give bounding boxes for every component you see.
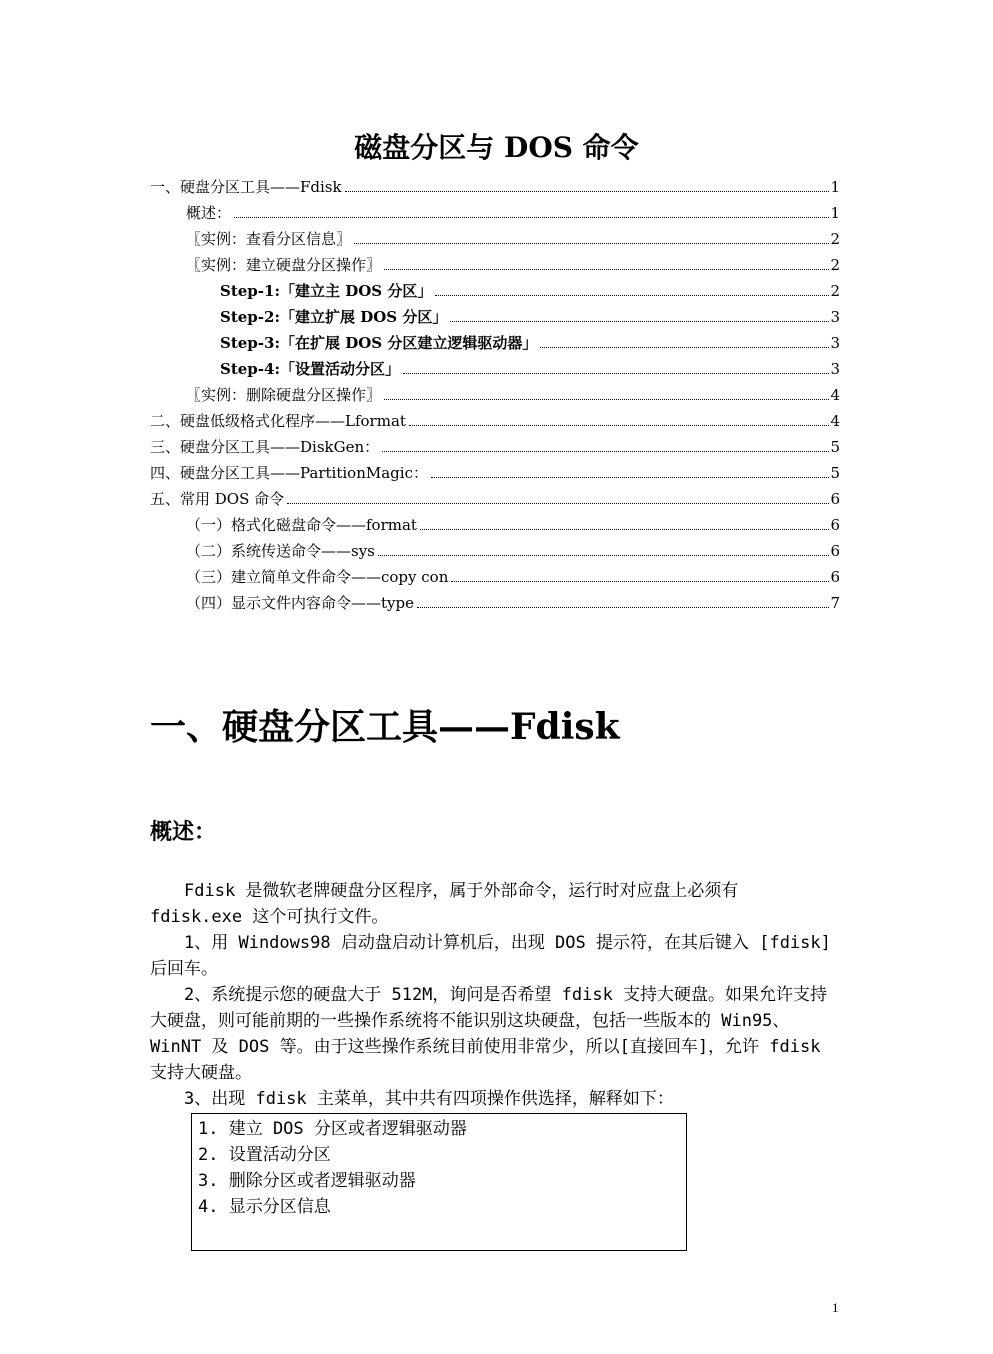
menu-item: 1. 建立 DOS 分区或者逻辑驱动器 [198,1119,467,1139]
toc-entry-text: 〖实例：查看分区信息〗 [186,230,352,248]
toc-entry[interactable] [150,252,840,278]
fdisk-menu-box [191,1113,687,1251]
toc-entry-page: 4 [830,412,840,430]
paragraph: 3、出现 fdisk 主菜单，其中共有四项操作供选择，解释如下： [184,1089,674,1109]
toc-entry-page: 2 [830,282,840,300]
toc-dot-leader [431,477,829,478]
toc-entry-text: （一）格式化磁盘命令——format [186,516,417,534]
toc-entry-page: 6 [830,490,840,508]
toc-entry-page: 3 [830,360,840,378]
toc-dot-leader [420,529,830,530]
toc-entry-page: 5 [830,464,840,482]
toc-entry[interactable] [150,590,840,616]
page-number: 1 [832,1300,839,1315]
section-heading: 一、硬盘分区工具——Fdisk [150,706,620,748]
toc-entry-text: 二、硬盘低级格式化程序——Lformat [150,412,406,430]
sub-heading: 概述： [150,820,217,845]
toc-entry-text: 〖实例：删除硬盘分区操作〗 [186,386,382,404]
paragraph: 1、用 Windows98 启动盘启动计算机后，出现 DOS 提示符，在其后键入 [fdisk]后回车。 [150,933,831,979]
toc-entry-page: 6 [830,568,840,586]
toc-entry[interactable] [150,278,840,304]
toc-dot-leader [345,191,830,192]
toc-entry-page: 6 [830,516,840,534]
toc-entry-text: 概述： [186,204,232,222]
menu-item: 4. 显示分区信息 [198,1197,331,1217]
toc-entry[interactable] [150,408,840,434]
toc-entry-text: Step-2:「建立扩展 DOS 分区」 [220,308,448,326]
toc-entry-text: （四）显示文件内容命令——type [186,594,414,612]
toc-entry[interactable] [150,226,840,252]
toc-entry-page: 1 [830,204,840,222]
toc-dot-leader [384,269,829,270]
toc-entry[interactable] [150,304,840,330]
toc-entry[interactable] [150,330,840,356]
toc-entry[interactable] [150,564,840,590]
toc-entry[interactable] [150,460,840,486]
document-title: 磁盘分区与 DOS 命令 [354,131,639,164]
toc-entry-text: 三、硬盘分区工具——DiskGen： [150,438,380,456]
toc-entry[interactable] [150,356,840,382]
toc-entry-page: 3 [830,334,840,352]
toc-entry[interactable] [150,382,840,408]
toc-entry-text: 一、硬盘分区工具——Fdisk [150,178,342,196]
toc-entry-page: 6 [830,542,840,560]
toc-dot-leader [403,373,829,374]
toc-entry-text: Step-4:「设置活动分区」 [220,360,400,378]
toc-dot-leader [540,347,829,348]
paragraph: 2、系统提示您的硬盘大于 512M，询问是否希望 fdisk 支持大硬盘。如果允许支持大硬盘，则可能前期的一些操作系统将不能识别这块硬盘，包括一些版本的 Win95、WinNT 及 DOS 等。由于这些操作系统目前使用非常少，所以[直接回车]，允许 fdisk 支持大硬盘。 [150,985,828,1083]
menu-item: 2. 设置活动分区 [198,1145,331,1165]
toc-entry-page: 5 [830,438,840,456]
toc-entry[interactable] [150,512,840,538]
toc-entry[interactable] [150,538,840,564]
toc-entry-text: （三）建立简单文件命令——copy con [186,568,449,586]
toc-entry-page: 2 [830,230,840,248]
toc-entry-text: 〖实例：建立硬盘分区操作〗 [186,256,382,274]
menu-item: 3. 删除分区或者逻辑驱动器 [198,1171,416,1191]
toc-dot-leader [409,425,830,426]
table-of-contents [150,174,840,616]
body-text [150,878,840,1112]
toc-entry-text: 四、硬盘分区工具——PartitionMagic： [150,464,428,482]
toc-dot-leader [378,555,830,556]
toc-entry-page: 1 [830,178,840,196]
toc-dot-leader [417,607,829,608]
toc-entry[interactable] [150,434,840,460]
toc-entry-text: Step-1:「建立主 DOS 分区」 [220,282,433,300]
toc-dot-leader [384,399,829,400]
toc-entry-text: Step-3:「在扩展 DOS 分区建立逻辑驱动器」 [220,334,538,352]
toc-entry-page: 2 [830,256,840,274]
toc-entry-text: 五、常用 DOS 命令 [150,490,285,508]
toc-dot-leader [287,503,829,504]
toc-entry-text: （二）系统传送命令——sys [186,542,375,560]
toc-entry[interactable] [150,486,840,512]
toc-entry-page: 7 [830,594,840,612]
paragraph: Fdisk 是微软老牌硬盘分区程序，属于外部命令，运行时对应盘上必须有 fdisk.exe 这个可执行文件。 [150,881,739,927]
toc-dot-leader [354,243,829,244]
toc-entry-page: 3 [830,308,840,326]
toc-entry[interactable] [150,200,840,226]
toc-dot-leader [451,581,829,582]
toc-dot-leader [435,295,829,296]
toc-entry[interactable] [150,174,840,200]
toc-entry-page: 4 [830,386,840,404]
toc-dot-leader [234,217,829,218]
toc-dot-leader [382,451,829,452]
toc-dot-leader [450,321,829,322]
